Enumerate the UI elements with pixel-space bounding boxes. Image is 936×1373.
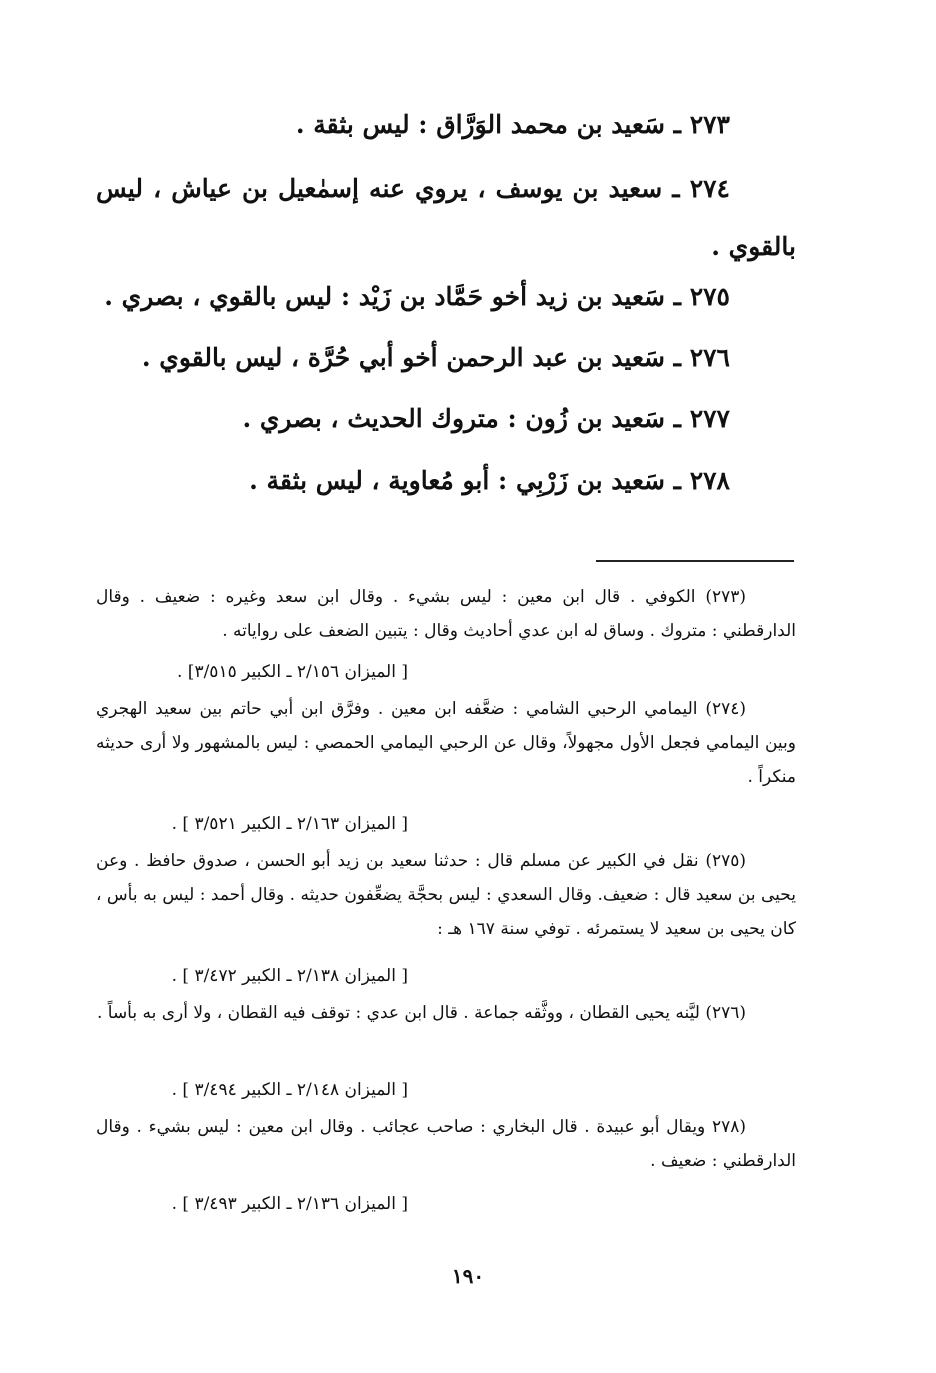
footnote-276: (٢٧٦) ليَّنه يحيى القطان ، ووثَّقه جماعة . قال ابن عدي : توقف فيه القطان ، ولا أرى به بأساً .	[96, 1003, 746, 1023]
footnote-276-ref: [ الميزان ٢/١٤٨ ـ الكبير ٣/٤٩٤ ] .	[171, 1080, 408, 1100]
entry-275: ٢٧٥ ـ سَعيد بن زيد أخو حَمَّاد بن زَيْد : ليس بالقوي ، بصري .	[104, 282, 730, 311]
page-number: ١٩٠	[451, 1264, 485, 1288]
footnote-274: (٢٧٤) اليمامي الرحبي الشامي : ضعَّفه ابن معين . وفرَّق ابن أبي حاتم بين سعيد الهجري وبين اليمامي فجعل الأول مجهولاً، وقال عن الرحبي اليمامي الحمصي : ليس بالمشهور ولا أرى حديثه منكراً .	[96, 699, 796, 787]
footnote-274-ref: [ الميزان ٢/١٦٣ ـ الكبير ٣/٥٢١ ] .	[171, 814, 408, 834]
footnote-275: (٢٧٥) نقل في الكبير عن مسلم قال : حدثنا سعيد بن زيد أبو الحسن ، صدوق حافظ . وعن يحيى بن سعيد قال : ضعيف. وقال السعدي : ليس بحجَّة يضعِّفون حديثه . وقال أحمد : ليس به بأس ، كان يحيى بن سعيد لا يستمرئه . توفي سنة ١٦٧ هـ :	[96, 851, 796, 939]
footnote-divider	[596, 560, 794, 562]
footnote-275-ref: [ الميزان ٢/١٣٨ ـ الكبير ٣/٤٧٢ ] .	[171, 966, 408, 986]
entry-276: ٢٧٦ ـ سَعيد بن عبد الرحمن أخو أبي حُرَّة ، ليس بالقوي .	[141, 343, 730, 372]
entry-278: ٢٧٨ ـ سَعيد بن زَرْبِي : أبو مُعاوية ، ليس بثقة .	[249, 466, 730, 495]
entry-273: ٢٧٣ ـ سَعيد بن محمد الوَرَّاق : ليس بثقة .	[295, 110, 730, 139]
footnote-273-ref: [ الميزان ٢/١٥٦ ـ الكبير ٣/٥١٥] .	[177, 662, 408, 682]
footnote-273: (٢٧٣) الكوفي . قال ابن معين : ليس بشيء . وقال ابن سعد وغيره : ضعيف . وقال الدارقطني : متروك . وساق له ابن عدي أحاديث وقال : يتبين الضعف على رواياته .	[96, 587, 796, 641]
entry-277: ٢٧٧ ـ سَعيد بن زُون : متروك الحديث ، بصري .	[242, 404, 730, 433]
entry-274: ٢٧٤ ـ سعيد بن يوسف ، يروي عنه إسمٰعيل بن عياش ، ليس بالقوي .	[96, 174, 796, 261]
footnote-278-ref: [ الميزان ٢/١٣٦ ـ الكبير ٣/٤٩٣ ] .	[171, 1194, 408, 1214]
footnote-278: (٢٧٨ ويقال أبو عبيدة . قال البخاري : صاحب عجائب . وقال ابن معين : ليس بشيء . وقال الدارقطني : ضعيف .	[96, 1117, 796, 1171]
